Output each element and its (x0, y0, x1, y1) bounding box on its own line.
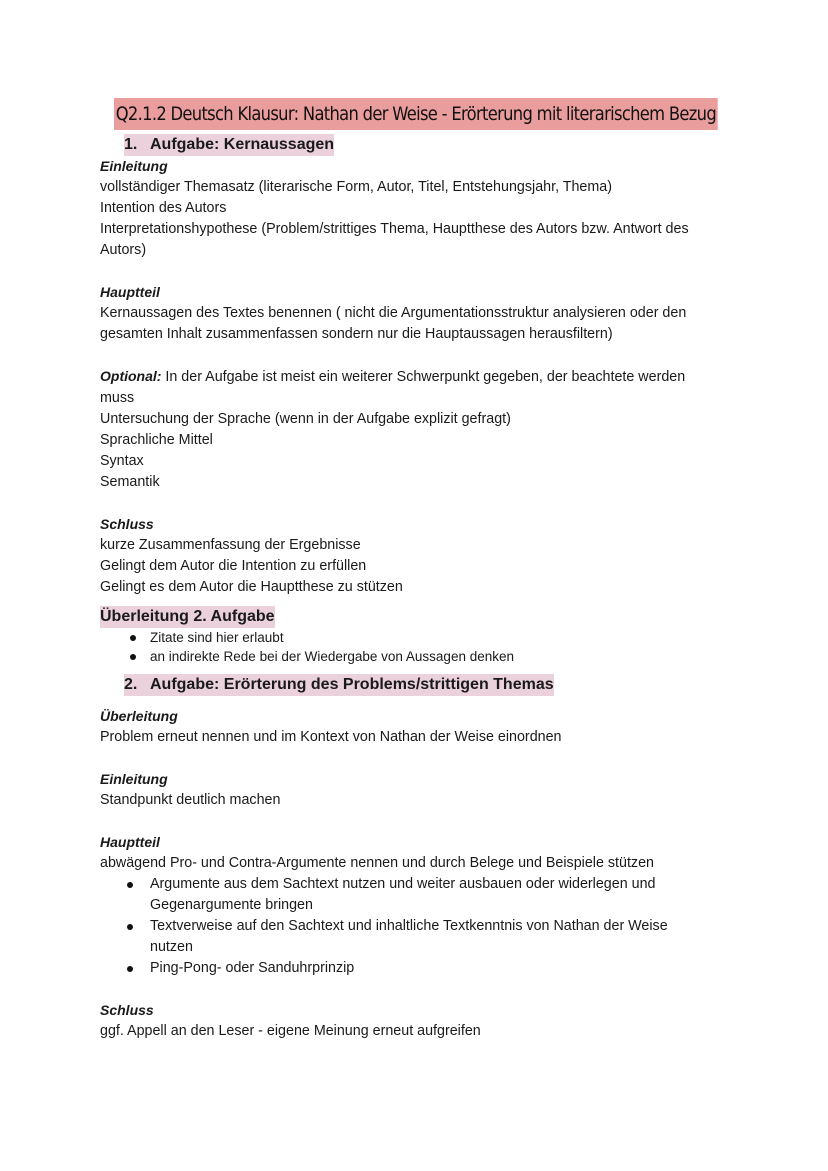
task1-optional-line: Syntax (100, 453, 144, 469)
task1-heading (124, 134, 334, 156)
task1-optional (100, 366, 722, 409)
task2-heading (124, 674, 554, 696)
task1-optional-line: Sprachliche Mittel (100, 432, 213, 448)
task1-section (100, 134, 740, 598)
task2-hauptteil-text: abwägend Pro- und Contra-Argumente nennen und durch Belege und Beispiele stützen (100, 855, 654, 871)
title-wrap (114, 98, 816, 130)
list-item: Argumente aus dem Sachtext nutzen und weiter ausbauen oder widerlegen und Gegenargumente bringen (100, 874, 712, 916)
task2-hauptteil-bullet-list (100, 874, 712, 979)
list-item: an indirekte Rede bei der Wiedergabe von Aussagen denken (100, 647, 740, 666)
task1-schluss-line: Gelingt es dem Autor die Hauptthese zu stützen (100, 579, 403, 595)
task1-schluss-label: Schluss (100, 516, 154, 532)
task1-optional-text: In der Aufgabe ist meist ein weiterer Schwerpunkt gegeben, der beachtete werden muss (100, 369, 686, 406)
task1-heading-text: Aufgabe: Kernaussagen (150, 136, 335, 153)
task2-number: 2. (124, 676, 138, 693)
document-page (100, 98, 740, 1042)
task2-einleitung-label: Einleitung (100, 771, 168, 787)
task2-hauptteil-label: Hauptteil (100, 834, 160, 850)
task1-einleitung-line: Intention des Autors (100, 200, 227, 216)
task1-optional-label: Optional: (100, 368, 162, 384)
task1-schluss-line: Gelingt dem Autor die Intention zu erfüllen (100, 558, 367, 574)
list-item: Zitate sind hier erlaubt (100, 628, 740, 647)
transition-section (100, 606, 740, 666)
task1-optional-line: Semantik (100, 474, 160, 490)
task1-einleitung-label: Einleitung (100, 158, 168, 174)
task2-schluss-text: ggf. Appell an den Leser - eigene Meinung erneut aufgreifen (100, 1023, 481, 1039)
task1-einleitung-line: Interpretationshypothese (Problem/strittiges Thema, Hauptthese des Autors bzw. Antwort des Autors) (100, 221, 689, 258)
list-item: Ping-Pong- oder Sanduhrprinzip (100, 958, 712, 979)
document-title: Q2.1.2 Deutsch Klausur: Nathan der Weise - Erörterung mit literarischem Bezug (114, 98, 718, 130)
transition-bullet-list (100, 628, 740, 666)
task1-hauptteil-text: Kernaussagen des Textes benennen ( nicht die Argumentationsstruktur analysieren oder den gesamten Inhalt zusammenfassen sondern nur die Hauptaussagen herausfiltern) (100, 305, 687, 342)
task1-einleitung-line: vollständiger Themasatz (literarische Form, Autor, Titel, Entstehungsjahr, Thema) (100, 179, 613, 195)
task2-heading-text: Aufgabe: Erörterung des Problems/strittigen Themas (150, 676, 554, 693)
task1-optional-line: Untersuchung der Sprache (wenn in der Aufgabe explizit gefragt) (100, 411, 511, 427)
task2-ueberleitung-label: Überleitung (100, 708, 178, 724)
task1-schluss-line: kurze Zusammenfassung der Ergebnisse (100, 537, 361, 553)
task1-hauptteil-label: Hauptteil (100, 284, 160, 300)
transition-heading: Überleitung 2. Aufgabe (100, 606, 275, 628)
task1-number: 1. (124, 136, 138, 153)
task2-ueberleitung-text: Problem erneut nennen und im Kontext von Nathan der Weise einordnen (100, 729, 562, 745)
list-item: Textverweise auf den Sachtext und inhaltliche Textkenntnis von Nathan der Weise nutzen (100, 916, 712, 958)
task2-schluss-label: Schluss (100, 1002, 154, 1018)
task2-section (100, 674, 740, 1042)
task2-einleitung-text: Standpunkt deutlich machen (100, 792, 281, 808)
